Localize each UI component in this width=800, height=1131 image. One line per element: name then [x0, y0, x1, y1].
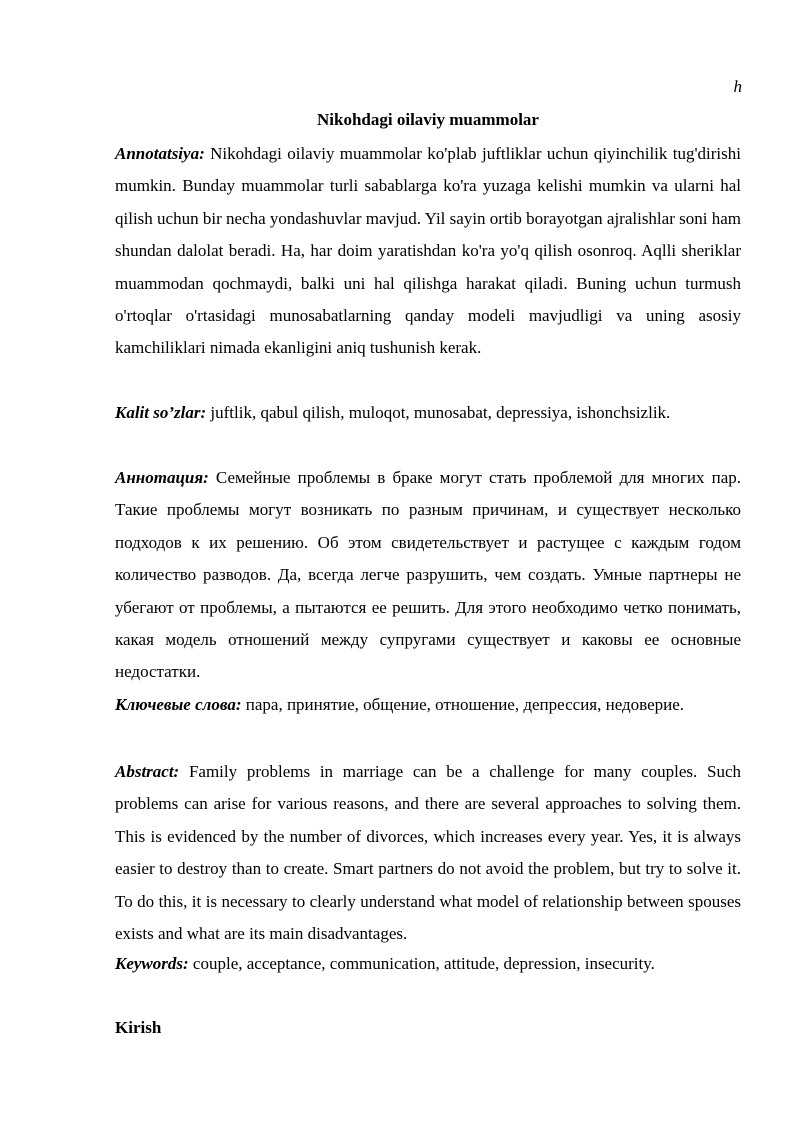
paper-title: Nikohdagi oilaviy muammolar: [317, 110, 539, 129]
abstract-en: [115, 756, 741, 950]
abstract-en-text: Family problems in marriage can be a challenge for many couples. Such problems can arise for various reasons, and there are several approaches to solving them. This is evidenced by the number of divorces, which increases every year. Yes, it is always easier to destroy than to create. Smart partners do not avoid the problem, but try to solve it. To do this, it is necessary to clearly understand what model of relationship between spouses exists and what are its main disadvantages.: [115, 762, 741, 944]
abstract-uz-label: Annotatsiya:: [115, 144, 205, 163]
keywords-en: [115, 952, 755, 976]
abstract-uz-text: Nikohdagi oilaviy muammolar ko'plab juftliklar uchun qiyinchilik tug'dirishi mumkin. Bunday muammolar turli sabablarga ko'ra yuzaga kelishi mumkin va ularni hal qilish uchun bir necha yondashuvlar mavjud. Yil sayin ortib borayotgan ajralishlar soni ham shundan dalolat beradi. Ha, har doim yaratishdan ko'ra yo'q qilish osonroq. Aqlli sheriklar muammodan qochmaydi, balki uni hal qilishga harakat qiladi. Buning uchun turmush o'rtoqlar o'rtasidagi munosabatlarning qanday modeli mavjudligi va uning asosiy kamchiliklari nimada ekanligini aniq tushunish kerak.: [115, 144, 741, 358]
abstract-uz: [115, 138, 741, 365]
keywords-uz-text: juftlik, qabul qilish, muloqot, munosabat, depressiya, ishonchsizlik.: [210, 403, 671, 422]
keywords-ru: [115, 693, 755, 717]
keywords-en-text: couple, acceptance, communication, attitude, depression, insecurity.: [192, 954, 655, 973]
keywords-uz: [115, 401, 755, 425]
keywords-en-label: Keywords:: [115, 954, 189, 973]
abstract-ru-text: Семейные проблемы в браке могут стать проблемой для многих пар. Такие проблемы могут возникать по разным причинам, и существует несколько подходов к их решению. Об этом свидетельствует и растущее с каждым годом количество разводов. Да, всегда легче разрушить, чем создать. Умные партнеры не убегают от проблемы, а пытаются ее решить. Для этого необходимо четко понимать, какая модель отношений между супругами существует и каковы ее основные недостатки.: [115, 468, 742, 682]
keywords-ru-label: Ключевые слова:: [115, 695, 242, 714]
keywords-ru-text: пара, принятие, общение, отношение, депрессия, недоверие.: [245, 695, 685, 714]
header-mark: h: [733, 77, 742, 96]
abstract-ru: [115, 462, 741, 689]
abstract-ru-label: Аннотация:: [115, 468, 209, 487]
section-heading-introduction: Kirish: [115, 1018, 162, 1037]
keywords-uz-label: Kalit so’zlar:: [115, 403, 207, 422]
abstract-en-label: Abstract:: [115, 762, 180, 781]
